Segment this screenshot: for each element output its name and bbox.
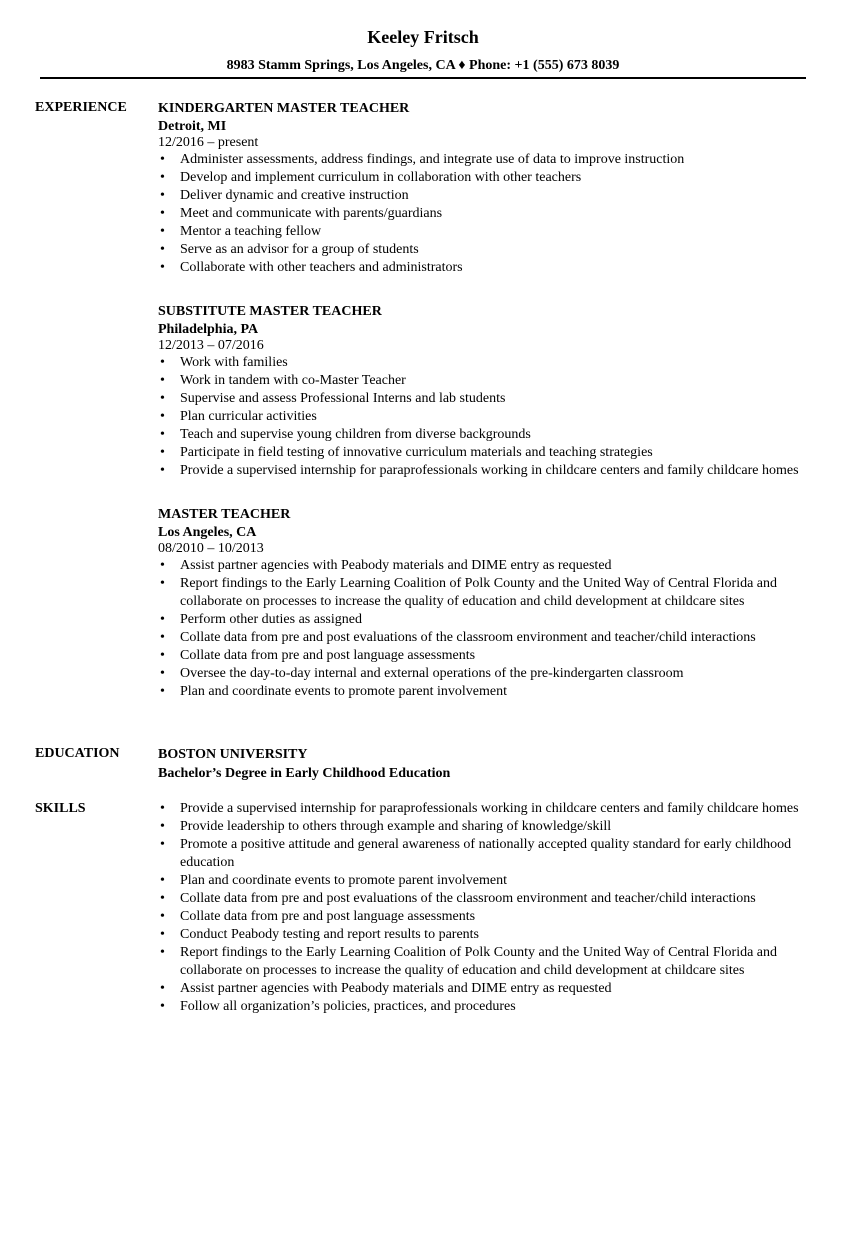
- job-dates: 12/2013 – 07/2016: [158, 338, 264, 353]
- skills-bullets: [158, 800, 806, 1016]
- education-body: [158, 745, 806, 783]
- bullet-item: • Work in tandem with co-Master Teacher: [158, 372, 806, 390]
- bullet-item: • Teach and supervise young children from diverse backgrounds: [158, 426, 806, 444]
- bullet-item: • Collate data from pre and post language assessments: [158, 647, 806, 665]
- job-title: MASTER TEACHER: [158, 507, 291, 522]
- job-bullets: [158, 354, 806, 480]
- bullet-item: • Report findings to the Early Learning Coalition of Polk County and the United Way of Central Florida and collaborate on processes to increase the quality of education and child development at childcare sites: [158, 944, 806, 980]
- bullet-item: • Collate data from pre and post language assessments: [158, 908, 806, 926]
- bullet-item: • Plan and coordinate events to promote parent involvement: [158, 683, 806, 701]
- contact-line: 8983 Stamm Springs, Los Angeles, CA ♦ Phone: +1 (555) 673 8039: [226, 58, 620, 73]
- bullet-item: • Collaborate with other teachers and administrators: [158, 259, 806, 277]
- resume-header: [40, 26, 806, 75]
- job-bullets: [158, 151, 806, 277]
- job-title: KINDERGARTEN MASTER TEACHER: [158, 101, 410, 116]
- job-dates: 12/2016 – present: [158, 135, 259, 150]
- bullet-item: • Provide a supervised internship for paraprofessionals working in childcare centers and family childcare homes: [158, 800, 806, 818]
- job-entry: [158, 302, 806, 480]
- bullet-item: • Plan and coordinate events to promote parent involvement: [158, 872, 806, 890]
- bullet-item: • Mentor a teaching fellow: [158, 223, 806, 241]
- bullet-item: • Provide leadership to others through example and sharing of knowledge/skill: [158, 818, 806, 836]
- job-location: Los Angeles, CA: [158, 525, 257, 540]
- bullet-item: • Plan curricular activities: [158, 408, 806, 426]
- bullet-item: • Assist partner agencies with Peabody materials and DIME entry as requested: [158, 557, 806, 575]
- degree-name: Bachelor’s Degree in Early Childhood Education: [158, 766, 451, 781]
- skills-heading: SKILLS: [35, 801, 86, 816]
- bullet-item: • Develop and implement curriculum in collaboration with other teachers: [158, 169, 806, 187]
- job-title: SUBSTITUTE MASTER TEACHER: [158, 304, 382, 319]
- bullet-item: • Collate data from pre and post evaluations of the classroom environment and teacher/child interactions: [158, 629, 806, 647]
- bullet-item: • Follow all organization’s policies, practices, and procedures: [158, 998, 806, 1016]
- job-entry: [158, 505, 806, 701]
- bullet-item: • Collate data from pre and post evaluations of the classroom environment and teacher/child interactions: [158, 890, 806, 908]
- job-location: Detroit, MI: [158, 119, 227, 134]
- bullet-item: • Serve as an advisor for a group of students: [158, 241, 806, 259]
- bullet-item: • Administer assessments, address findings, and integrate use of data to improve instruction: [158, 151, 806, 169]
- bullet-item: • Conduct Peabody testing and report results to parents: [158, 926, 806, 944]
- bullet-item: • Perform other duties as assigned: [158, 611, 806, 629]
- bullet-item: • Meet and communicate with parents/guardians: [158, 205, 806, 223]
- header-divider: [40, 77, 806, 79]
- education-heading: EDUCATION: [35, 746, 120, 761]
- bullet-item: • Report findings to the Early Learning Coalition of Polk County and the United Way of Central Florida and collaborate on processes to increase the quality of education and child development at childcare sites: [158, 575, 806, 611]
- job-dates: 08/2010 – 10/2013: [158, 541, 264, 556]
- bullet-item: • Supervise and assess Professional Interns and lab students: [158, 390, 806, 408]
- bullet-item: • Provide a supervised internship for paraprofessionals working in childcare centers and family childcare homes: [158, 462, 806, 480]
- job-entry: [158, 99, 806, 277]
- bullet-item: • Work with families: [158, 354, 806, 372]
- experience-heading: EXPERIENCE: [35, 100, 127, 115]
- school-name: BOSTON UNIVERSITY: [158, 747, 308, 762]
- experience-body: [158, 99, 806, 726]
- candidate-name: Keeley Fritsch: [367, 27, 479, 47]
- bullet-item: • Promote a positive attitude and general awareness of nationally accepted quality standard for early childhood education: [158, 836, 806, 872]
- bullet-item: • Oversee the day-to-day internal and external operations of the pre-kindergarten classroom: [158, 665, 806, 683]
- bullet-item: • Participate in field testing of innovative curriculum materials and teaching strategies: [158, 444, 806, 462]
- bullet-item: • Assist partner agencies with Peabody materials and DIME entry as requested: [158, 980, 806, 998]
- skills-body: [158, 800, 806, 1016]
- bullet-item: • Deliver dynamic and creative instruction: [158, 187, 806, 205]
- job-location: Philadelphia, PA: [158, 322, 259, 337]
- job-bullets: [158, 557, 806, 701]
